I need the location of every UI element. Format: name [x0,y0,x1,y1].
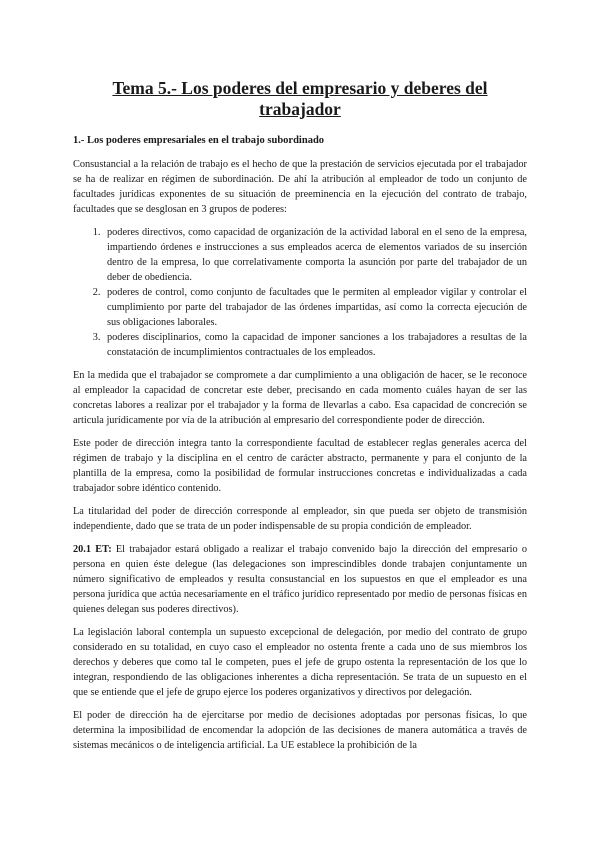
document-title: Tema 5.- Los poderes del empresario y deberes del trabajador [112,78,488,119]
list-item-directive-powers: 1. poderes directivos, como capacidad de organización de la actividad laboral en el seno de la empresa, impartiendo órdenes e instrucciones a sus empleados acerca de elementos variados de su inserción dentro de la empresa, lo que correlativamente comporta la asunción por parte del trabajador de un deber de obediencia. [103,225,527,285]
paragraph-physical-persons: El poder de dirección ha de ejercitarse por medio de decisiones adoptadas por personas físicas, lo que determina la imposibilidad de encomendar la adopción de las decisiones de manera automática a través de sistemas mecánicos o de inteligencia artificial. La UE establece la prohibición de la [73,710,527,751]
paragraph-direction-scope: Este poder de dirección integra tanto la correspondiente facultad de establecer reglas generales acerca del régimen de trabajo y la disciplina en el centro de carácter abstracto, permanente y para el conjunto de la plantilla de la empresa, como la posibilidad de formular instrucciones concretas e individualizadas a cada trabajador sobre idéntico contenido. [73,438,527,494]
list-item-control-powers: 2. poderes de control, como conjunto de facultades que le permiten al empleador vigilar y controlar el cumplimiento por parte del trabajador de las órdenes impartidas, así como la correcta ejecución de sus obligaciones laborales. [103,285,527,330]
paragraph-group-contract: La legislación laboral contempla un supuesto excepcional de delegación, por medio del contrato de grupo considerado en su totalidad, en cuyo caso el empleador no ostenta frente a cada uno de sus miembros los derechos y deberes que como tal le competen, pues el jefe de grupo ostenta la representación de los que lo integran, respondiendo de las obligaciones inherentes a dicha representación. Se trata de un supuesto en el que se entiende que el jefe de grupo ejerce los poderes organizativos y directivos por delegación. [73,627,527,698]
article-reference: 20.1 ET: [73,544,112,555]
paragraph-direction-power: En la medida que el trabajador se compromete a dar cumplimiento a una obligación de hacer, se le reconoce al empleador la capacidad de concretar este deber, precisando en cada momento cuáles hayan de ser las concretas labores a realizar por el trabajador y la forma de llevarlas a cabo. Esa capacidad de concreción se articula jurídicamente por vía de la atribución al empresario del correspondiente poder de dirección. [73,370,527,426]
powers-list [73,225,527,360]
list-item-disciplinary-powers: 3. poderes disciplinarios, como la capacidad de imponer sanciones a los trabajadores a resultas de la constatación de incumplimientos contractuales de los empleados. [103,330,527,360]
paragraph-article-20-1 [73,542,527,617]
section-heading: 1.- Los poderes empresariales en el trabajo subordinado [73,135,325,146]
article-text: El trabajador estará obligado a realizar el trabajo convenido bajo la dirección del empresario o persona en quien éste delegue (las delegaciones son imprescindibles donde trabajen conjuntamente un número significativo de empleados y resulta consustancial en los supuestos en que el empleador es una persona jurídica que actúa necesariamente en el tráfico jurídico representado por medio de personas físicas en quienes delegan sus poderes directivos). [73,544,527,615]
paragraph-intro: Consustancial a la relación de trabajo es el hecho de que la prestación de servicios ejecutada por el trabajador se ha de realizar en régimen de subordinación. De ahí la atribución al empleador de todo un conjunto de facultades jurídicas exponentes de su situación de preeminencia en la ejecución del contrato de trabajo, facultades que se desglosan en 3 grupos de poderes: [73,159,527,215]
paragraph-ownership: La titularidad del poder de dirección corresponde al empleador, sin que pueda ser objeto de transmisión independiente, dado que se trata de un poder indispensable de su propia condición de empleador. [73,506,527,532]
